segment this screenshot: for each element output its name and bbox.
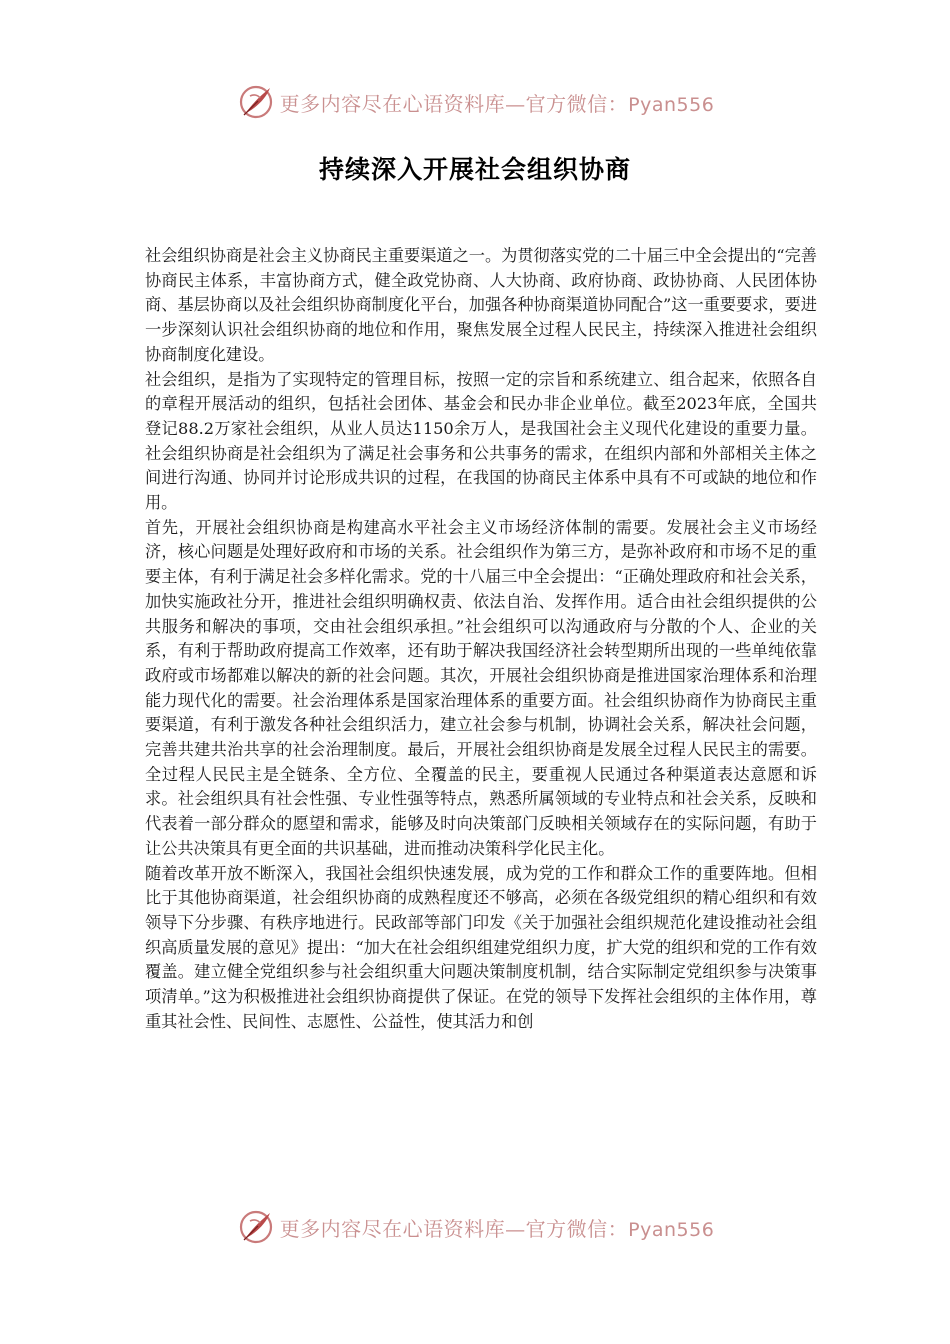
wechat-id: Pyan556 (628, 93, 715, 116)
paragraph: 首先，开展社会组织协商是构建高水平社会主义市场经济体制的需要。发展社会主义市场经济，核心问题是处理好政府和市场的关系。社会组织作为第三方，是弥补政府和市场不足的重要主体，有利于满足社会多样化需求。党的十八届三中全会提出：“正确处理政府和社会关系，加快实施政社分开，推进社会组织明确权责、依法自治、发挥作用。适合由社会组织提供的公共服务和解决的事项，交由社会组织承担。”社会组织可以沟通政府与分散的个人、企业的关系，有利于帮助政府提高工作效率，还有助于解决我国经济社会转型期所出现的一些单纯依靠政府或市场都难以解决的新的社会问题。其次，开展社会组织协商是推进国家治理体系和治理能力现代化的需要。社会治理体系是国家治理体系的重要方面。社会组织协商作为协商民主重要渠道，有利于激发各种社会组织活力，建立社会参与机制，协调社会关系，解决社会问题，完善共建共治共享的社会治理制度。最后，开展社会组织协商是发展全过程人民民主的需要。全过程人民民主是全链条、全方位、全覆盖的民主，要重视人民通过各种渠道表达意愿和诉求。社会组织具有社会性强、专业性强等特点，熟悉所属领域的专业特点和社会关系，反映和代表着一部分群众的愿望和需求，能够及时向决策部门反映相关领域存在的实际问题，有助于让公共决策具有更全面的共识基础，进而推动决策科学化民主化。 (145, 517, 817, 858)
header-banner (0, 82, 950, 122)
document-body (145, 244, 817, 1196)
footer-banner (0, 1207, 950, 1247)
paragraph: 社会组织，是指为了实现特定的管理目标，按照一定的宗旨和系统建立、组合起来，依照各自的章程开展活动的组织，包括社会团体、基金会和民办非企业单位。截至2023年底，全国共登记88.2万家社会组织，从业人员达1150余万人，是我国社会主义现代化建设的重要力量。社会组织协商是社会组织为了满足社会事务和公共事务的需求，在组织内部和外部相关主体之间进行沟通、协同并讨论形成共识的过程，在我国的协商民主体系中具有不可或缺的地位和作用。 (145, 369, 817, 513)
wechat-id: Pyan556 (628, 1218, 715, 1241)
feather-pen-logo-icon (236, 82, 276, 122)
banner-text: 更多内容尽在心语资料库—官方微信：Pyan556 (279, 1216, 715, 1241)
feather-pen-logo-icon (236, 1207, 276, 1247)
paragraph: 随着改革开放不断深入，我国社会组织快速发展，成为党的工作和群众工作的重要阵地。但相比于其他协商渠道，社会组织协商的成熟程度还不够高，必须在各级党组织的精心组织和有效领导下分步骤、有秩序地进行。民政部等部门印发《关于加强社会组织规范化建设推动社会组织高质量发展的意见》提出：“加大在社会组织组建党组织力度，扩大党的组织和党的工作有效覆盖。建立健全党组织参与社会组织重大问题决策制度机制，结合实际制定党组织参与决策事项清单。”这为积极推进社会组织协商提供了保证。在党的领导下发挥社会组织的主体作用，尊重其社会性、民间性、志愿性、公益性，使其活力和创 (145, 863, 817, 1031)
document-title: 持续深入开展社会组织协商 (318, 155, 631, 184)
banner-text: 更多内容尽在心语资料库—官方微信：Pyan556 (279, 91, 715, 116)
paragraph: 社会组织协商是社会主义协商民主重要渠道之一。为贯彻落实党的二十届三中全会提出的“完善协商民主体系，丰富协商方式，健全政党协商、人大协商、政府协商、政协协商、人民团体协商、基层协商以及社会组织协商制度化平台，加强各种协商渠道协同配合”这一重要要求，要进一步深刻认识社会组织协商的地位和作用，聚焦发展全过程人民民主，持续深入推进社会组织协商制度化建设。 (145, 246, 817, 364)
